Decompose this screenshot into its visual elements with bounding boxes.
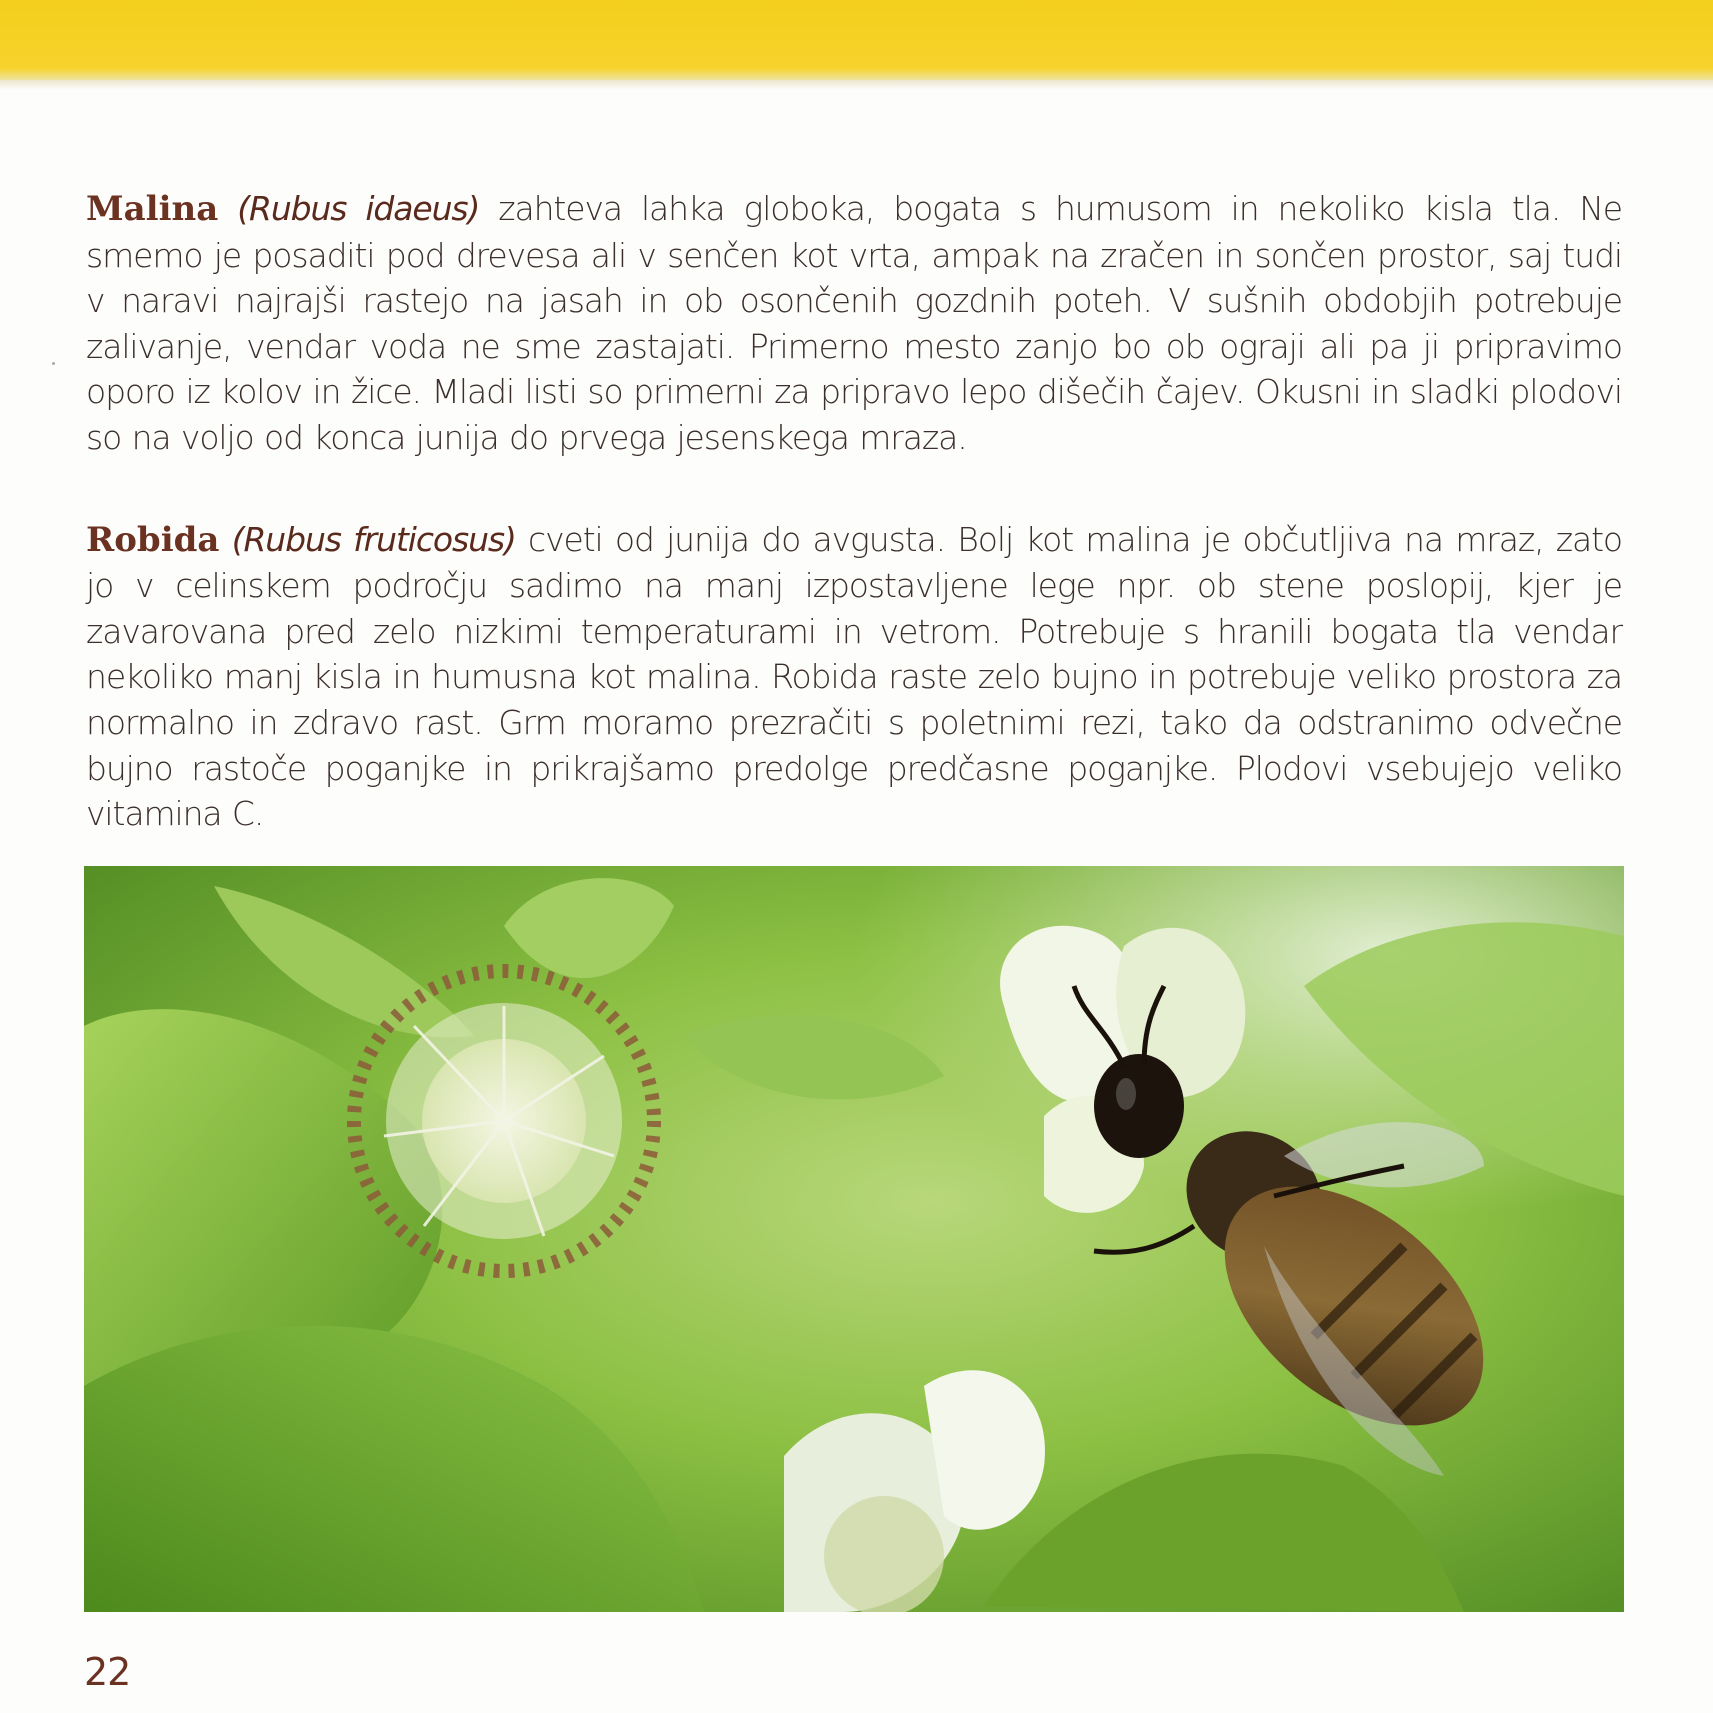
latin-name-robida: (Rubus fruticosus) — [231, 519, 516, 559]
paragraph-malina — [86, 186, 1622, 461]
body-text-robida: cveti od junija do avgusta. Bolj kot malina je občutljiva na mraz, zato jo v celinskem področju sadimo na manj izpostavljene lege npr. ob stene poslopij, kjer je zavarovana pred zelo nizkimi temperaturami in vetrom. Potrebuje s hranili bogata tla vendar nekoliko manj kisla in humusna kot malina. Robida raste zelo bujno in potrebuje veliko prostora za normalno in zdravo rast. Grm moramo prezračiti s poletnimi rezi, tako da odstranimo odvečne bujno rastoče poganjke in prikrajšamo predolge predčasne poganjke. Plodovi vsebujejo veliko vitamina C. — [86, 519, 1622, 834]
page-number: 22 — [84, 1650, 131, 1694]
header-band — [0, 0, 1713, 80]
term-malina: Malina — [86, 189, 219, 229]
paragraph-robida — [86, 517, 1622, 837]
text-column — [86, 186, 1622, 837]
photo-illustration — [84, 866, 1624, 1612]
term-robida: Robida — [86, 519, 220, 560]
photo-bee-on-raspberry-flower — [84, 866, 1624, 1612]
body-text-malina: zahteva lahka globoka, bogata s humusom in nekoliko kisla tla. Ne smemo je posaditi pod drevesa ali v senčen kot vrta, ampak na zračen in sončen prostor, saj tudi v naravi najrajši rastejo na jasah in ob osončenih gozdnih poteh. V sušnih obdobjih potrebuje zalivanje, vendar voda ne sme zastajati. Primerno mesto zanjo bo ob ograji ali pa ji pripravimo oporo iz kolov in žice. Mladi listi so primerni za pripravo lepo dišečih čajev. Okusni in sladki plodovi so na voljo od konca junija do prvega jesenskega mraza. — [86, 189, 1622, 457]
latin-name-malina: (Rubus idaeus) — [237, 189, 480, 228]
header-band-edge — [0, 80, 1713, 90]
margin-dot — [52, 362, 55, 365]
